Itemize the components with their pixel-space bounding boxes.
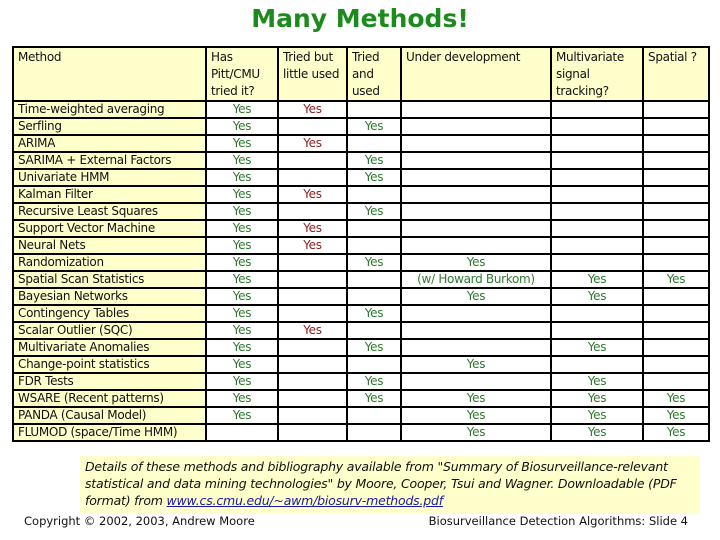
cell-little: Yes <box>278 186 347 203</box>
cell-pitt: Yes <box>206 203 278 220</box>
cell-spatial: Yes <box>643 271 709 288</box>
cell-used <box>347 356 401 373</box>
table-row <box>13 101 709 118</box>
method-name: Scalar Outlier (SQC) <box>13 322 206 339</box>
table-row <box>13 254 709 271</box>
cell-multi: Yes <box>551 339 643 356</box>
cell-spatial <box>643 169 709 186</box>
cell-used: Yes <box>347 390 401 407</box>
col-method: Method <box>13 47 206 101</box>
cell-multi <box>551 220 643 237</box>
cell-spatial <box>643 152 709 169</box>
table-row <box>13 186 709 203</box>
method-name: Time-weighted averaging <box>13 101 206 118</box>
cell-little <box>278 271 347 288</box>
note-text: Details of these methods and bibliography available from "Summary of Biosurveillance-relevant statistical and data mining technologies" by Moore, Cooper, Tsui and Wagner. Downloadable (PDF format) from <box>85 459 677 508</box>
cell-multi <box>551 135 643 152</box>
table-row <box>13 339 709 356</box>
cell-multi <box>551 101 643 118</box>
cell-spatial <box>643 288 709 305</box>
cell-multi <box>551 254 643 271</box>
slide-number: Biosurveillance Detection Algorithms: Slide 4 <box>428 514 688 528</box>
cell-multi <box>551 118 643 135</box>
cell-spatial <box>643 220 709 237</box>
cell-multi <box>551 186 643 203</box>
cell-used: Yes <box>347 169 401 186</box>
method-name: ARIMA <box>13 135 206 152</box>
cell-multi <box>551 203 643 220</box>
table-row <box>13 220 709 237</box>
cell-little <box>278 254 347 271</box>
cell-pitt: Yes <box>206 118 278 135</box>
cell-spatial: Yes <box>643 390 709 407</box>
cell-dev <box>401 322 551 339</box>
cell-spatial <box>643 101 709 118</box>
cell-used <box>347 288 401 305</box>
cell-pitt: Yes <box>206 373 278 390</box>
cell-pitt <box>206 424 278 441</box>
cell-dev: Yes <box>401 390 551 407</box>
cell-dev <box>401 118 551 135</box>
cell-little <box>278 305 347 322</box>
cell-little: Yes <box>278 220 347 237</box>
cell-spatial <box>643 356 709 373</box>
cell-dev: Yes <box>401 288 551 305</box>
table-row <box>13 237 709 254</box>
table-row <box>13 356 709 373</box>
cell-pitt: Yes <box>206 322 278 339</box>
table-row <box>13 203 709 220</box>
method-name: FLUMOD (space/Time HMM) <box>13 424 206 441</box>
method-name: Serfling <box>13 118 206 135</box>
table-row <box>13 271 709 288</box>
cell-used <box>347 322 401 339</box>
cell-spatial <box>643 254 709 271</box>
cell-used <box>347 271 401 288</box>
cell-little <box>278 424 347 441</box>
cell-dev <box>401 373 551 390</box>
cell-little: Yes <box>278 135 347 152</box>
cell-pitt: Yes <box>206 305 278 322</box>
cell-spatial <box>643 135 709 152</box>
cell-spatial <box>643 373 709 390</box>
methods-table <box>12 46 710 442</box>
table-row <box>13 169 709 186</box>
cell-pitt: Yes <box>206 186 278 203</box>
cell-little <box>278 339 347 356</box>
cell-dev: Yes <box>401 424 551 441</box>
cell-multi: Yes <box>551 288 643 305</box>
cell-little <box>278 390 347 407</box>
cell-spatial: Yes <box>643 424 709 441</box>
cell-pitt: Yes <box>206 220 278 237</box>
cell-spatial <box>643 186 709 203</box>
cell-pitt: Yes <box>206 169 278 186</box>
method-name: Change-point statistics <box>13 356 206 373</box>
method-name: Univariate HMM <box>13 169 206 186</box>
cell-spatial <box>643 305 709 322</box>
cell-multi <box>551 305 643 322</box>
copyright: Copyright © 2002, 2003, Andrew Moore <box>24 514 255 528</box>
table-row <box>13 152 709 169</box>
cell-pitt: Yes <box>206 152 278 169</box>
cell-pitt: Yes <box>206 356 278 373</box>
cell-dev: Yes <box>401 254 551 271</box>
cell-dev <box>401 169 551 186</box>
cell-little <box>278 118 347 135</box>
table-row <box>13 118 709 135</box>
bibliography-note <box>80 456 700 514</box>
method-name: FDR Tests <box>13 373 206 390</box>
cell-little <box>278 288 347 305</box>
table-row <box>13 288 709 305</box>
cell-pitt: Yes <box>206 288 278 305</box>
cell-pitt: Yes <box>206 101 278 118</box>
cell-spatial <box>643 237 709 254</box>
table-row <box>13 322 709 339</box>
method-name: WSARE (Recent patterns) <box>13 390 206 407</box>
cell-used <box>347 220 401 237</box>
cell-little <box>278 373 347 390</box>
cell-used <box>347 135 401 152</box>
col-multivariate: Multivariate signal tracking? <box>551 47 643 101</box>
method-name: Randomization <box>13 254 206 271</box>
cell-little <box>278 169 347 186</box>
cell-dev <box>401 220 551 237</box>
col-under-development: Under development <box>401 47 551 101</box>
cell-dev <box>401 203 551 220</box>
cell-dev <box>401 237 551 254</box>
col-tried-and-used: Tried and used <box>347 47 401 101</box>
method-name: Multivariate Anomalies <box>13 339 206 356</box>
cell-little: Yes <box>278 237 347 254</box>
slide-title: Many Methods! <box>251 4 469 33</box>
cell-little <box>278 407 347 424</box>
table-row <box>13 407 709 424</box>
cell-used: Yes <box>347 203 401 220</box>
pdf-link[interactable]: www.cs.cmu.edu/~awm/biosurv-methods.pdf <box>166 493 443 508</box>
table-row <box>13 135 709 152</box>
method-name: Spatial Scan Statistics <box>13 271 206 288</box>
cell-pitt: Yes <box>206 271 278 288</box>
cell-dev <box>401 305 551 322</box>
cell-dev: Yes <box>401 356 551 373</box>
cell-spatial <box>643 118 709 135</box>
cell-pitt: Yes <box>206 407 278 424</box>
cell-multi: Yes <box>551 424 643 441</box>
cell-multi: Yes <box>551 271 643 288</box>
cell-little: Yes <box>278 322 347 339</box>
cell-dev <box>401 186 551 203</box>
cell-dev: Yes <box>401 407 551 424</box>
cell-multi: Yes <box>551 407 643 424</box>
col-tried-little-used: Tried but little used <box>278 47 347 101</box>
cell-spatial <box>643 339 709 356</box>
cell-used: Yes <box>347 152 401 169</box>
cell-dev <box>401 101 551 118</box>
table-row <box>13 373 709 390</box>
cell-multi: Yes <box>551 390 643 407</box>
cell-multi <box>551 169 643 186</box>
table-row <box>13 305 709 322</box>
method-name: Support Vector Machine <box>13 220 206 237</box>
cell-used <box>347 407 401 424</box>
method-name: SARIMA + External Factors <box>13 152 206 169</box>
method-name: Kalman Filter <box>13 186 206 203</box>
cell-little: Yes <box>278 101 347 118</box>
col-pitt-cmu-tried: Has Pitt/CMU tried it? <box>206 47 278 101</box>
table-row <box>13 424 709 441</box>
cell-used: Yes <box>347 254 401 271</box>
cell-used: Yes <box>347 373 401 390</box>
cell-dev <box>401 135 551 152</box>
cell-dev <box>401 339 551 356</box>
cell-multi <box>551 356 643 373</box>
method-name: Neural Nets <box>13 237 206 254</box>
table-row <box>13 390 709 407</box>
cell-little <box>278 152 347 169</box>
cell-used: Yes <box>347 305 401 322</box>
table-header-row <box>13 47 709 101</box>
method-name: Recursive Least Squares <box>13 203 206 220</box>
cell-little <box>278 203 347 220</box>
cell-pitt: Yes <box>206 254 278 271</box>
cell-dev <box>401 152 551 169</box>
method-name: Bayesian Networks <box>13 288 206 305</box>
cell-dev: (w/ Howard Burkom) <box>401 271 551 288</box>
cell-multi <box>551 322 643 339</box>
cell-pitt: Yes <box>206 237 278 254</box>
cell-multi <box>551 237 643 254</box>
method-name: Contingency Tables <box>13 305 206 322</box>
cell-multi: Yes <box>551 373 643 390</box>
cell-pitt: Yes <box>206 339 278 356</box>
cell-multi <box>551 152 643 169</box>
cell-spatial <box>643 322 709 339</box>
cell-used <box>347 186 401 203</box>
cell-spatial <box>643 203 709 220</box>
cell-used <box>347 424 401 441</box>
cell-spatial: Yes <box>643 407 709 424</box>
method-name: PANDA (Causal Model) <box>13 407 206 424</box>
cell-pitt: Yes <box>206 135 278 152</box>
col-spatial: Spatial ? <box>643 47 709 101</box>
cell-pitt: Yes <box>206 390 278 407</box>
cell-little <box>278 356 347 373</box>
cell-used <box>347 101 401 118</box>
cell-used <box>347 237 401 254</box>
cell-used: Yes <box>347 118 401 135</box>
cell-used: Yes <box>347 339 401 356</box>
